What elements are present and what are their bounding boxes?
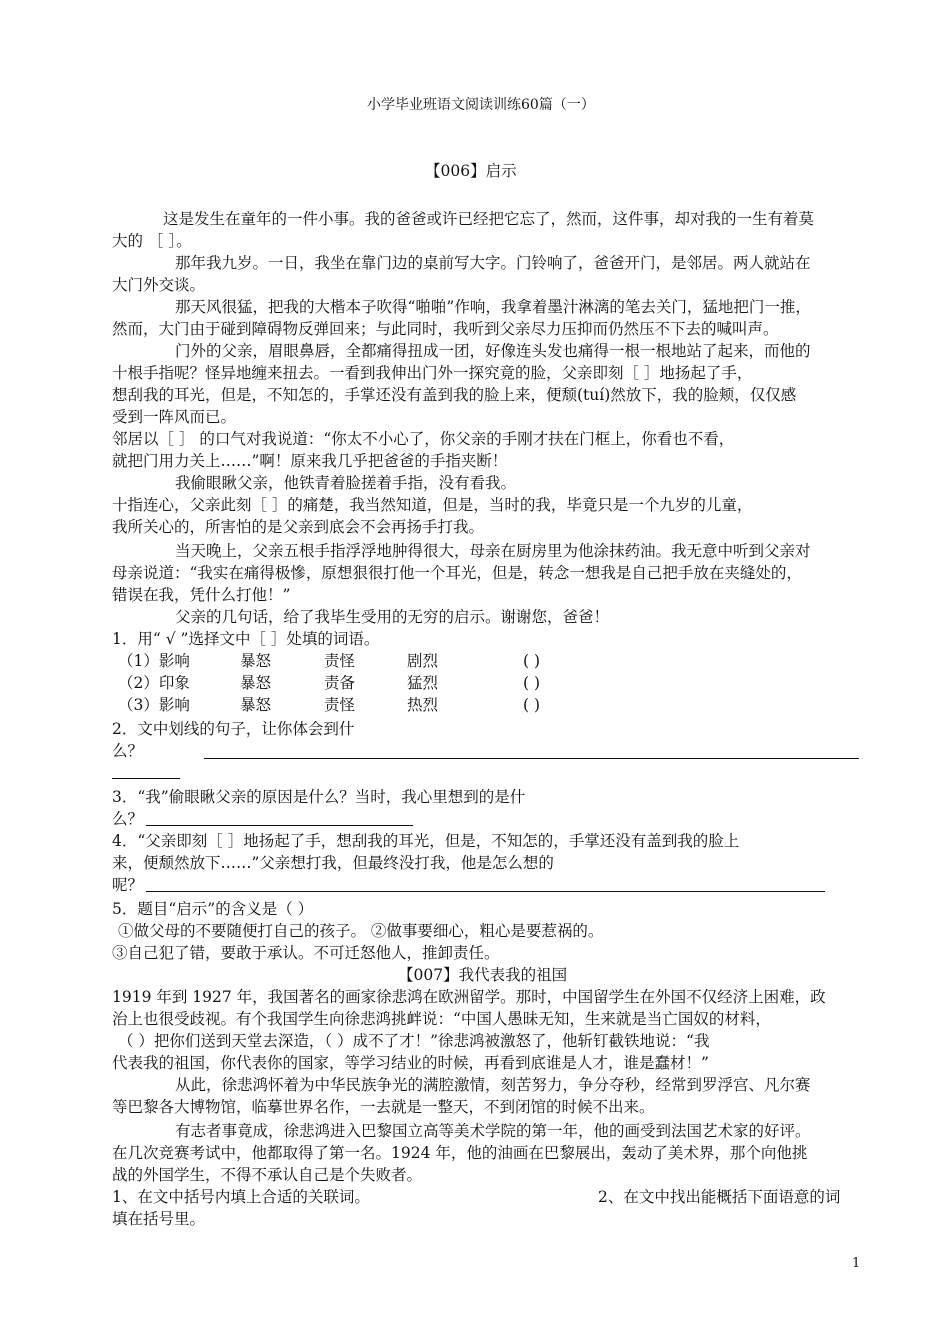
question-5: 5．题目“启示”的含义是（ ） [112, 900, 314, 918]
p006-line-2: 大的 ［ ］。 [112, 232, 192, 250]
p006-line-19: 父亲的几句话，给了我毕生受用的无穷的启示。谢谢您，爸爸！ [175, 608, 610, 626]
p006-line-9: 想刮我的耳光，但是，不知怎的，手掌还没有盖到我的脸上来，便颓(tuí)然放下，我的脸颊，仅仅感 [112, 386, 797, 404]
option-2-answer-box[interactable]: ( ) [523, 674, 541, 692]
option-3-word-1: （3）影响 [118, 696, 190, 714]
question-1-options [0, 650, 950, 716]
p006-line-1: 这是发生在童年的一件小事。我的爸爸或许已经把它忘了，然而，这件事，却对我的一生有着莫 [163, 210, 815, 228]
p007-question-1: 1、在文中括号内填上合适的关联词。 [112, 1188, 370, 1206]
p006-line-6: 然而，大门由于碰到障碍物反弹回来；与此同时，我听到父亲尽力压抑而仍然压不下去的喊叫声。 [112, 320, 779, 338]
question-3-line-2: 么？ [112, 810, 144, 828]
option-1-word-3: 责怪 [324, 652, 356, 670]
question-1: 1．用“ √ ”选择文中［ ］处填的词语。 [112, 630, 380, 648]
question-5-options-2: ③自己犯了错，要敢于承认。不可迁怒他人，推卸责任。 [112, 944, 500, 962]
p006-line-12: 就把门用力关上……”啊！原来我几乎把爸爸的手指夹断！ [112, 452, 508, 470]
option-3-word-4: 热烈 [407, 696, 439, 714]
question-3-line-1: 3．“我”偷眼瞅父亲的原因是什么？当时，我心里想到的是什 [112, 788, 526, 806]
passage-007-title: 【007】我代表我的祖国 [398, 966, 568, 984]
p007-question-2: 2、在文中找出能概括下面语意的词 [598, 1188, 841, 1206]
question-2-line-1: 2．文中划线的句子，让你体会到什 [112, 720, 355, 738]
question-5-options-1: ①做父母的不要随便打自己的孩子。 ②做事要细心，粗心是要惹祸的。 [118, 922, 604, 940]
option-1-answer-box[interactable]: ( ) [523, 652, 541, 670]
option-1-word-2: 暴怒 [240, 652, 272, 670]
passage-006-title: 【006】启示 [425, 162, 517, 180]
option-3-word-3: 责怪 [324, 696, 356, 714]
p006-line-4: 大门外交谈。 [112, 276, 206, 294]
p007-line-3: （ ）把你们送到天堂去深造，（ ）成不了才！”徐悲鸿被激怒了，他斩钉截铁地说：“我 [118, 1032, 710, 1050]
option-2-word-4: 猛烈 [407, 674, 439, 692]
p007-question-2-cont: 填在括号里。 [112, 1210, 206, 1228]
p007-line-9: 战的外国学生，不得不承认自己是个失败者。 [112, 1166, 423, 1184]
option-3-word-2: 暴怒 [240, 696, 272, 714]
p007-line-4: 代表我的祖国，你代表你的国家，等学习结业的时候，再看到底谁是人才，谁是蠢材！” [112, 1054, 709, 1072]
p006-line-16: 当天晚上，父亲五根手指浮浮地肿得很大，母亲在厨房里为他涂抹药油。我无意中听到父亲对 [175, 542, 811, 560]
page-header: 小学毕业班语文阅读训练60篇（一） [367, 97, 595, 113]
p007-line-6: 等巴黎各大博物馆，临摹世界名作，一去就是一整天，不到闭馆的时候不出来。 [112, 1098, 655, 1116]
p007-line-2: 治上也很受歧视。有个我国学生向徐悲鸿挑衅说：“中国人愚昧无知，生来就是当亡国奴的材料， [112, 1010, 771, 1028]
page-number: 1 [852, 1256, 861, 1271]
p006-line-7: 门外的父亲，眉眼鼻唇，全都痛得扭成一团，好像连头发也痛得一根一根地站了起来，而他的 [175, 342, 811, 360]
option-3-answer-box[interactable]: ( ) [523, 696, 541, 714]
p006-line-14: 十指连心，父亲此刻［ ］的痛楚，我当然知道，但是，当时的我，毕竟只是一个九岁的儿童， [112, 496, 753, 514]
question-4-line-3: 呢？ [112, 876, 144, 894]
question-3-answer-line[interactable] [146, 825, 413, 826]
question-4-line-1: 4．“父亲即刻［ ］地扬起了手，想刮我的耳光，但是，不知怎的，手掌还没有盖到我的脸上 [112, 832, 740, 850]
question-2-line-2: 么？ [112, 742, 144, 760]
p006-line-5: 那天风很猛，把我的大楷本子吹得“啪啪”作响，我拿着墨汁淋漓的笔去关门，猛地把门一推， [175, 298, 811, 316]
p007-line-8: 在几次竞赛考试中，他都取得了第一名。1924 年，他的油画在巴黎展出，轰动了美术界，那个向他挑 [112, 1144, 808, 1162]
option-2-word-2: 暴怒 [240, 674, 272, 692]
question-2-answer-line-2[interactable] [112, 778, 180, 779]
p007-line-5: 从此，徐悲鸿怀着为中华民族争光的满腔激情，刻苦努力，争分夺秒，经常到罗浮宫、凡尔赛 [175, 1076, 811, 1094]
p006-line-8: 十根手指呢？怪异地缠来扭去。一看到我伸出门外一探究竟的脸，父亲即刻［ ］地扬起了手， [112, 364, 753, 382]
option-2-word-3: 责备 [324, 674, 356, 692]
p006-line-18: 错误在我，凭什么打他！” [112, 586, 291, 604]
p006-line-3: 那年我九岁。一日，我坐在靠门边的桌前写大字。门铃响了，爸爸开门，是邻居。两人就站在 [175, 254, 811, 272]
question-2-answer-line[interactable] [204, 758, 859, 759]
p006-line-13: 我偷眼瞅父亲，他铁青着脸搓着手指，没有看我。 [175, 474, 517, 492]
option-1-word-1: （1）影响 [118, 652, 190, 670]
p006-line-11: 邻居以［ ］ 的口气对我说道：“你太不小心了，你父亲的手刚才扶在门框上，你看也不看， [112, 430, 735, 448]
option-2-word-1: （2）印象 [118, 674, 190, 692]
p007-line-1: 1919 年到 1927 年，我国著名的画家徐悲鸿在欧洲留学。那时，中国留学生在外国不仅经济上困难，政 [112, 988, 826, 1006]
question-4-answer-line[interactable] [146, 891, 825, 892]
p006-line-10: 受到一阵风而已。 [112, 408, 237, 426]
p007-line-7: 有志者事竟成，徐悲鸿进入巴黎国立高等美术学院的第一年，他的画受到法国艺术家的好评。 [175, 1122, 811, 1140]
question-4-line-2: 来，便颓然放下……”父亲想打我，但最终没打我，他是怎么想的 [112, 854, 554, 872]
p006-line-15: 我所关心的，所害怕的是父亲到底会不会再扬手打我。 [112, 518, 485, 536]
option-1-word-4: 剧烈 [407, 652, 439, 670]
p006-line-17: 母亲说道：“我实在痛得极慘，原想狠很打他一个耳光，但是，转念一想我是自己把手放在夹缝处的， [112, 564, 802, 582]
